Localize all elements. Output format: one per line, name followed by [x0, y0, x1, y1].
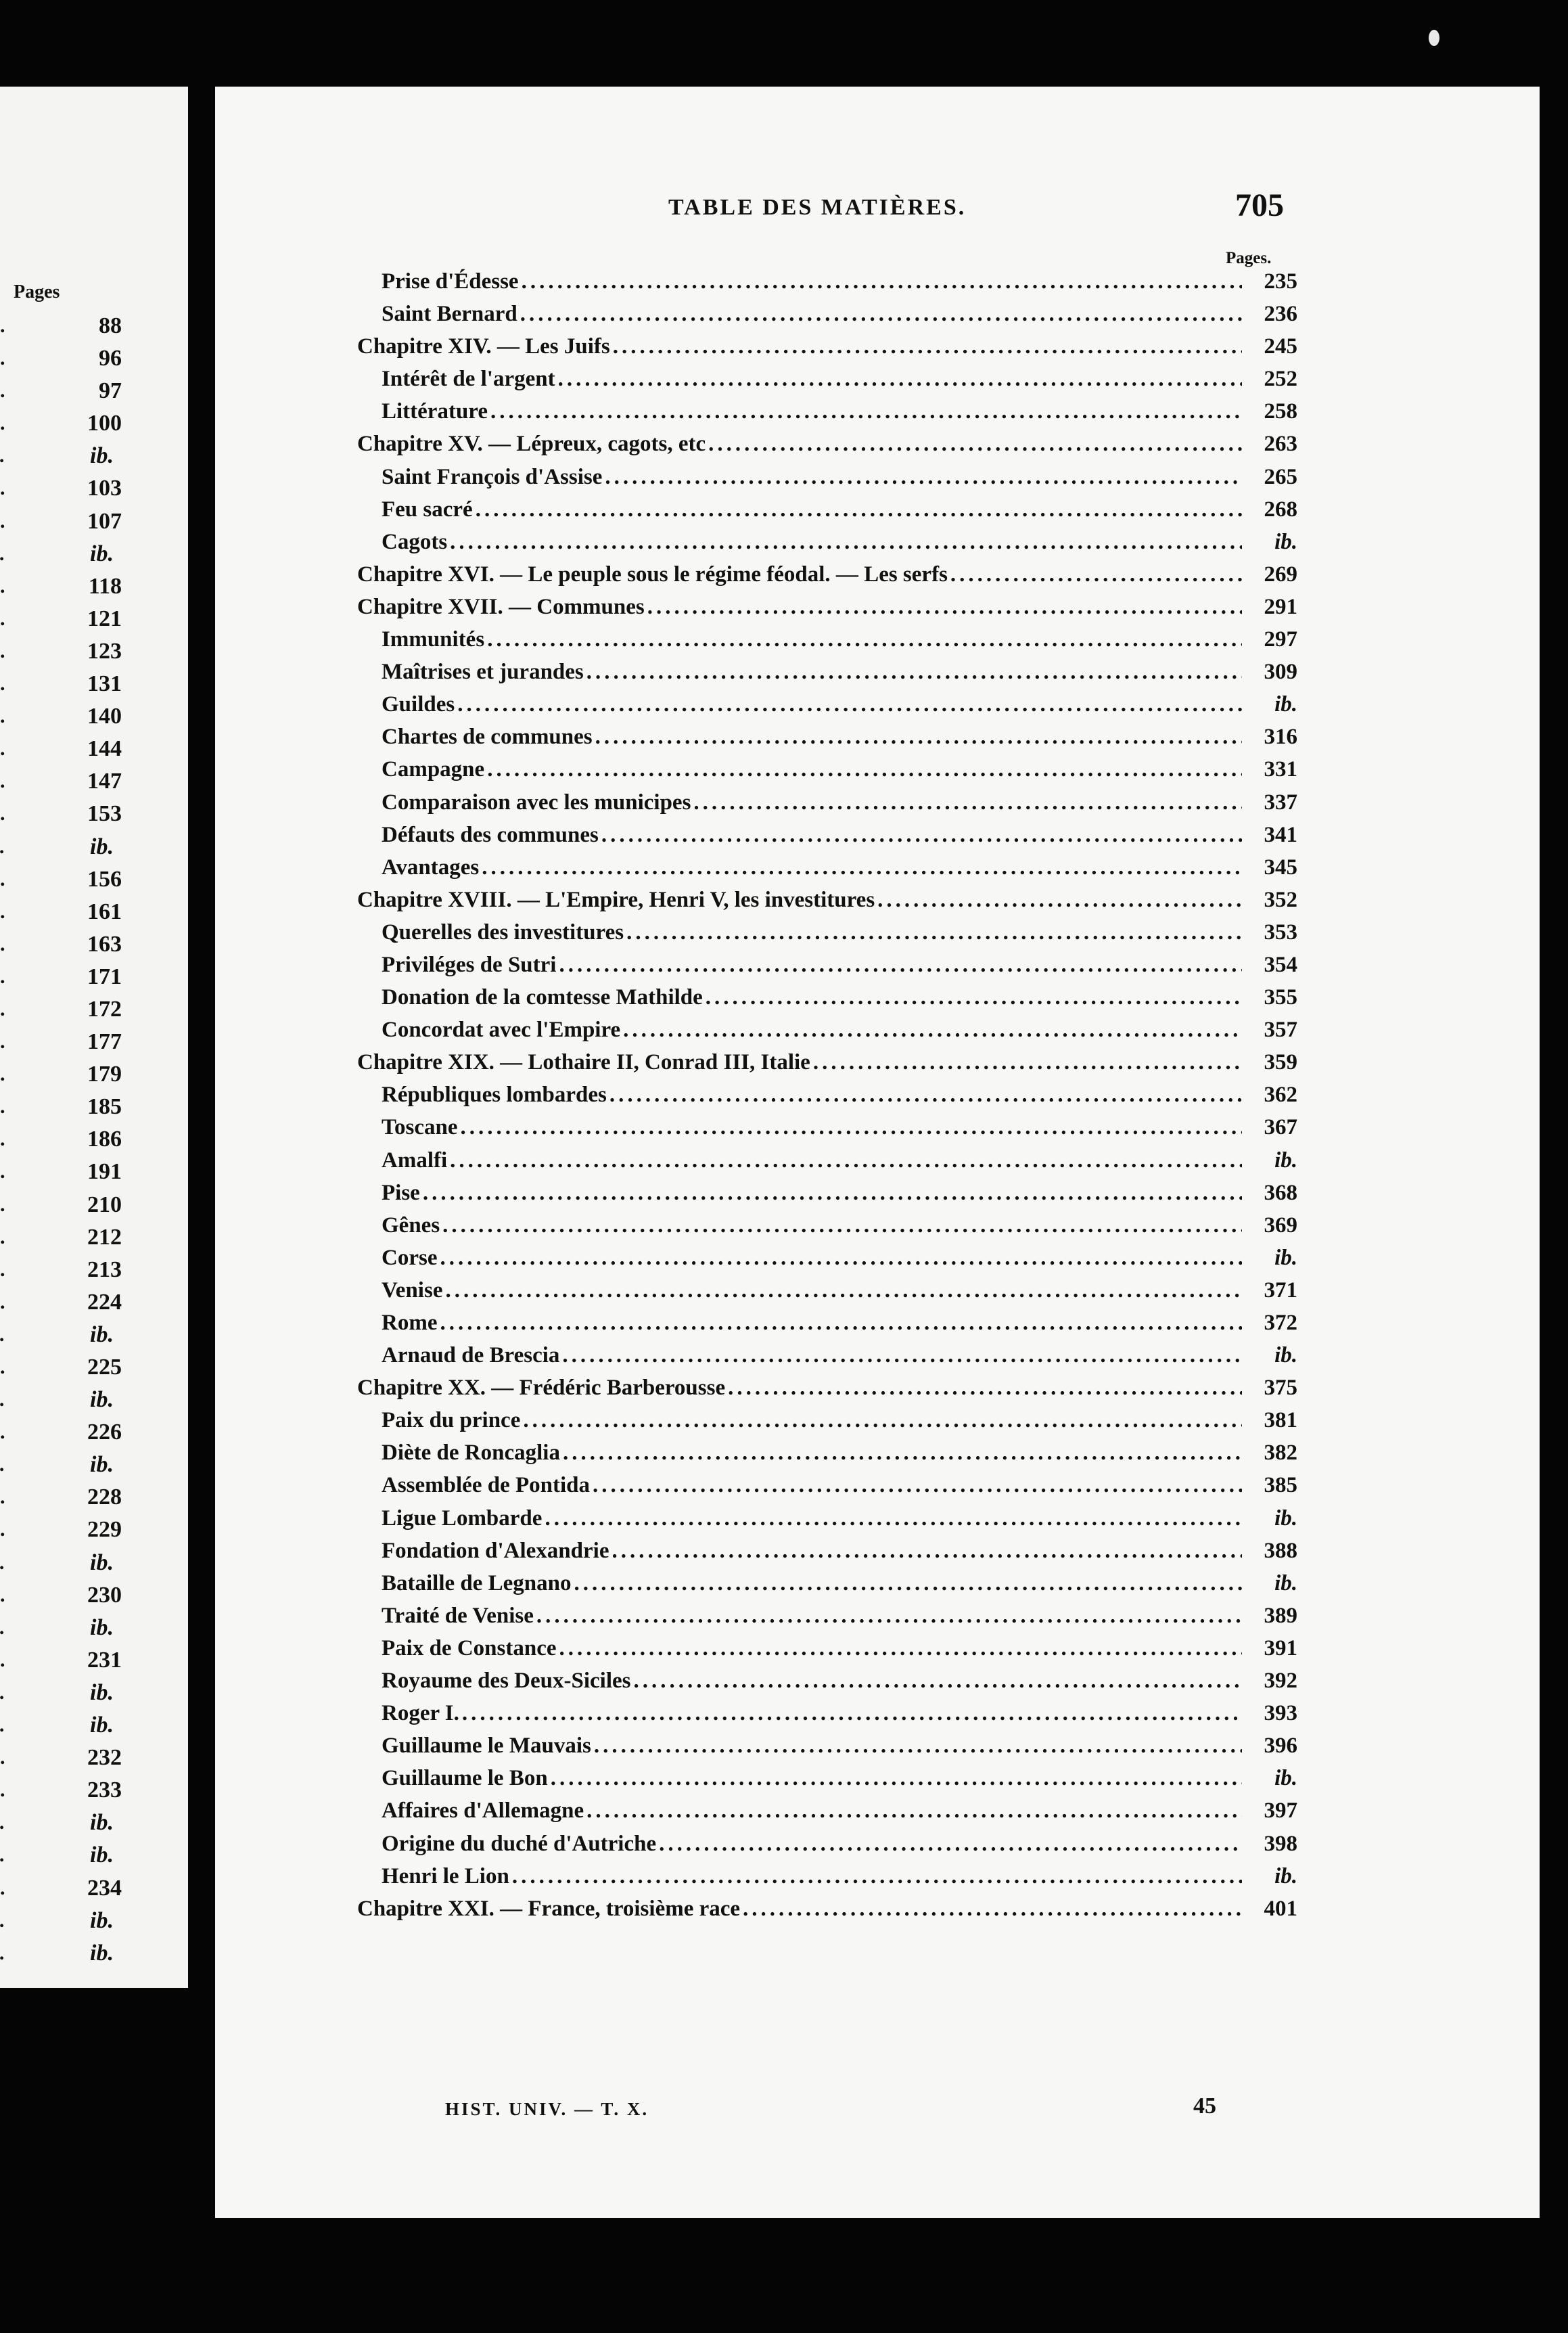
left-page-number: . 234: [0, 1872, 122, 1905]
toc-entry-page: ib.: [1274, 529, 1297, 554]
toc-entry-title: Saint François d'Assise: [382, 464, 603, 489]
toc-entry: [357, 916, 1297, 949]
left-page-number: . 213: [0, 1254, 122, 1286]
toc-entry-page: 375: [1264, 1376, 1297, 1401]
dot-leader: [457, 688, 1242, 721]
dot-leader: [647, 591, 1242, 623]
left-page-number: . 161: [0, 896, 122, 928]
dot-leader: [594, 1729, 1242, 1762]
toc-entry: [357, 1144, 1297, 1177]
left-page-number: . 231: [0, 1644, 122, 1677]
toc-entry-title: Chapitre XIV. — Les Juifs: [357, 334, 610, 359]
footer-sheet-number: 45: [1193, 2093, 1216, 2119]
left-page-number: . 107: [0, 505, 122, 538]
toc-entry-page: ib.: [1274, 692, 1297, 717]
dot-leader: [586, 1794, 1242, 1827]
toc-chapter-entry: [357, 1893, 1297, 1925]
toc-entry-page: 291: [1264, 594, 1297, 619]
left-page-number: . ib.: [0, 831, 122, 863]
left-page-number: . ib.: [0, 1709, 122, 1742]
toc-entry-page: ib.: [1274, 1863, 1297, 1888]
left-page-number: . 224: [0, 1286, 122, 1319]
toc-entry-title: Maîtrises et jurandes: [382, 660, 584, 685]
toc-entry-title: Diète de Roncaglia: [382, 1441, 560, 1466]
toc-entry-page: 354: [1264, 952, 1297, 977]
toc-entry-title: Chapitre XVIII. — L'Empire, Henri V, les investitures: [357, 887, 875, 912]
toc-entry-title: Pise: [382, 1180, 420, 1205]
pages-column-label: Pages.: [1226, 249, 1272, 267]
left-page-number: . ib.: [0, 1677, 122, 1709]
toc-entry-title: Intérêt de l'argent: [382, 367, 555, 392]
toc-entry-title: Henri le Lion: [382, 1863, 509, 1888]
left-page-number: . ib.: [0, 538, 122, 570]
toc-entry-page: 337: [1264, 790, 1297, 815]
left-page-number: . 186: [0, 1123, 122, 1156]
toc-entry-title: Amalfi: [382, 1148, 448, 1173]
dot-leader: [659, 1828, 1242, 1860]
toc-entry: [357, 851, 1297, 884]
toc-entry: [357, 1339, 1297, 1372]
left-page-number: . 88: [0, 310, 122, 342]
toc-chapter-entry: [357, 591, 1297, 623]
toc-entry: [357, 949, 1297, 981]
dot-leader: [440, 1307, 1242, 1339]
toc-entry: [357, 1014, 1297, 1046]
dot-leader: [490, 395, 1242, 428]
dot-leader: [520, 298, 1242, 330]
left-page-number: . 233: [0, 1774, 122, 1807]
toc-entry-page: 391: [1264, 1635, 1297, 1660]
scan-mark: [1429, 30, 1439, 46]
dot-leader: [482, 851, 1242, 884]
dot-leader: [609, 1079, 1242, 1111]
toc-entry-page: 265: [1264, 464, 1297, 489]
toc-entry-page: 258: [1264, 399, 1297, 424]
left-pages-label: Pages: [14, 281, 60, 302]
toc-entry-title: Guillaume le Mauvais: [382, 1734, 591, 1759]
toc-entry-title: Querelles des investitures: [382, 920, 624, 945]
toc-chapter-entry: [357, 558, 1297, 591]
dot-leader: [559, 1632, 1243, 1664]
dot-leader: [728, 1372, 1242, 1404]
main-page: [215, 87, 1540, 2218]
toc-entry: [357, 1111, 1297, 1143]
left-page-number: . ib.: [0, 1547, 122, 1579]
left-page-number: . ib.: [0, 1449, 122, 1481]
toc-entry-page: 382: [1264, 1441, 1297, 1466]
left-page-number: . 179: [0, 1058, 122, 1091]
dot-leader: [440, 1242, 1242, 1274]
left-page-number: . ib.: [0, 1905, 122, 1937]
left-page-number: . ib.: [0, 1384, 122, 1416]
toc-entry-title: Corse: [382, 1245, 438, 1270]
toc-entry-page: ib.: [1274, 1148, 1297, 1173]
left-page-number: . 225: [0, 1351, 122, 1384]
dot-leader: [545, 1502, 1242, 1535]
toc-entry-page: 245: [1264, 334, 1297, 359]
dot-leader: [633, 1664, 1242, 1697]
toc-entry: [357, 1404, 1297, 1436]
dot-leader: [877, 884, 1242, 916]
dot-leader: [950, 558, 1242, 591]
toc-entry-title: Gênes: [382, 1213, 440, 1238]
left-page-number: . 177: [0, 1026, 122, 1058]
toc-entry-title: Roger I.: [382, 1701, 459, 1726]
toc-entry-title: Bataille de Legnano: [382, 1570, 572, 1595]
toc-entry-page: 367: [1264, 1115, 1297, 1140]
left-page-number: . 123: [0, 635, 122, 668]
left-page-number: . 163: [0, 928, 122, 961]
toc-entry: [357, 1242, 1297, 1274]
toc-entry-title: Fondation d'Alexandrie: [382, 1538, 609, 1563]
dot-leader: [743, 1893, 1242, 1925]
toc-entry: [357, 1469, 1297, 1501]
toc-entry: [357, 688, 1297, 721]
dot-leader: [512, 1860, 1242, 1893]
toc-entry-page: 392: [1264, 1669, 1297, 1694]
dot-leader: [522, 265, 1242, 298]
toc-entry: [357, 461, 1297, 493]
toc-entry-page: 341: [1264, 822, 1297, 847]
toc-entry-title: Venise: [382, 1277, 443, 1303]
toc-entry-title: Chapitre XX. — Frédéric Barberousse: [357, 1376, 726, 1401]
left-page-number: . 171: [0, 961, 122, 993]
toc-entry-page: 385: [1264, 1473, 1297, 1498]
toc-entry-title: Chapitre XXI. — France, troisième race: [357, 1896, 741, 1921]
toc-entry-title: Affaires d'Allemagne: [382, 1798, 584, 1824]
toc-chapter-entry: [357, 884, 1297, 916]
toc-entry-title: Cagots: [382, 529, 448, 554]
toc-entry-title: Ligue Lombarde: [382, 1505, 543, 1531]
left-page-number: . 230: [0, 1579, 122, 1612]
dot-leader: [551, 1762, 1242, 1794]
toc-entry-title: Arnaud de Brescia: [382, 1343, 560, 1368]
toc-entry: [357, 1274, 1297, 1307]
toc-entry-title: Comparaison avec les municipes: [382, 790, 691, 815]
toc-entry-title: Prise d'Édesse: [382, 269, 519, 294]
left-page-number: . 156: [0, 863, 122, 896]
toc-entry: [357, 265, 1297, 298]
toc-entry: [357, 721, 1297, 753]
page-number: 705: [1235, 187, 1284, 223]
dot-leader: [450, 526, 1242, 558]
toc-entry: [357, 1436, 1297, 1469]
toc-entry: [357, 623, 1297, 656]
toc-entry: [357, 1729, 1297, 1762]
toc-entry-page: ib.: [1274, 1766, 1297, 1791]
toc-entry: [357, 1567, 1297, 1600]
toc-entry-title: Campagne: [382, 757, 485, 782]
dot-leader: [476, 493, 1242, 526]
dot-leader: [460, 1111, 1242, 1143]
toc-entry-title: Chapitre XVI. — Le peuple sous le régime féodal. — Les serfs: [357, 562, 948, 587]
left-page-number: . 140: [0, 700, 122, 733]
toc-entry-page: 331: [1264, 757, 1297, 782]
left-page-number: . 131: [0, 668, 122, 700]
left-page-number: . 103: [0, 472, 122, 505]
toc-entry-page: 393: [1264, 1701, 1297, 1726]
dot-leader: [442, 1209, 1242, 1242]
toc-entry: [357, 819, 1297, 851]
left-page-number: . 228: [0, 1481, 122, 1514]
toc-entry-title: Chapitre XVII. — Communes: [357, 594, 645, 619]
toc-entry-page: 371: [1264, 1277, 1297, 1303]
dot-leader: [563, 1436, 1242, 1469]
left-page-number: . 121: [0, 603, 122, 635]
left-page-number: . 100: [0, 407, 122, 440]
toc-entry: [357, 656, 1297, 688]
toc-entry-page: 353: [1264, 920, 1297, 945]
dot-leader: [487, 753, 1242, 786]
left-page-number: . 96: [0, 342, 122, 375]
dot-leader: [423, 1177, 1242, 1209]
toc-entry: [357, 786, 1297, 819]
dot-leader: [623, 1014, 1242, 1046]
left-page-number: . ib.: [0, 1807, 122, 1839]
toc-entry: [357, 1209, 1297, 1242]
footer-signature: HIST. UNIV. — T. X.: [445, 2099, 649, 2119]
left-page-number: . 172: [0, 993, 122, 1026]
toc-entry-title: Feu sacré: [382, 497, 473, 522]
toc-chapter-entry: [357, 428, 1297, 460]
left-page-number: . 210: [0, 1189, 122, 1221]
toc-entry-page: 252: [1264, 367, 1297, 392]
toc-entry: [357, 363, 1297, 395]
left-page-number: . 153: [0, 798, 122, 830]
toc-entry-page: 381: [1264, 1408, 1297, 1433]
toc-entry-page: 359: [1264, 1050, 1297, 1075]
toc-entry: [357, 493, 1297, 526]
dot-leader: [586, 656, 1242, 688]
dot-leader: [559, 949, 1242, 981]
toc-entry: [357, 1502, 1297, 1535]
toc-entry-page: ib.: [1274, 1245, 1297, 1270]
left-page-number: . 144: [0, 733, 122, 765]
toc-entry: [357, 1794, 1297, 1827]
dot-leader: [601, 819, 1242, 851]
toc-entry: [357, 1664, 1297, 1697]
toc-entry-title: Républiques lombardes: [382, 1083, 607, 1108]
dot-leader: [708, 428, 1242, 460]
dot-leader: [813, 1046, 1242, 1079]
toc-entry-page: 372: [1264, 1311, 1297, 1335]
toc-entry: [357, 526, 1297, 558]
toc-entry-page: 345: [1264, 855, 1297, 880]
toc-entry-title: Paix de Constance: [382, 1635, 557, 1660]
toc-entry: [357, 1860, 1297, 1893]
dot-leader: [593, 1469, 1242, 1501]
toc-entry-title: Toscane: [382, 1115, 458, 1140]
toc-entry: [357, 981, 1297, 1014]
toc-entry: [357, 395, 1297, 428]
toc-entry-page: 401: [1264, 1896, 1297, 1921]
toc-entry-page: 355: [1264, 985, 1297, 1010]
dot-leader: [562, 1339, 1242, 1372]
left-page-number: . ib.: [0, 440, 122, 472]
dot-leader: [613, 330, 1242, 363]
toc-entry: [357, 1535, 1297, 1567]
left-page-number: . ib.: [0, 1839, 122, 1872]
toc-entry-page: 263: [1264, 432, 1297, 457]
dot-leader: [612, 1535, 1242, 1567]
dot-leader: [450, 1144, 1242, 1177]
toc-entry-title: Guildes: [382, 692, 455, 717]
toc-entry-page: 357: [1264, 1018, 1297, 1043]
left-page-number: . 147: [0, 765, 122, 798]
dot-leader: [706, 981, 1242, 1014]
toc-entry-title: Traité de Venise: [382, 1603, 534, 1628]
toc-entry: [357, 1600, 1297, 1632]
left-page-number: . 212: [0, 1221, 122, 1254]
toc-entry-title: Origine du duché d'Autriche: [382, 1831, 657, 1856]
toc-entry-title: Chapitre XIX. — Lothaire II, Conrad III, Italie: [357, 1050, 810, 1075]
left-page-number: . 229: [0, 1514, 122, 1546]
left-page-number: . 185: [0, 1091, 122, 1123]
dot-leader: [626, 916, 1242, 949]
toc-entry-title: Donation de la comtesse Mathilde: [382, 985, 703, 1010]
toc-entry-page: ib.: [1274, 1570, 1297, 1595]
toc-entry-title: Paix du prince: [382, 1408, 521, 1433]
toc-entry-title: Chapitre XV. — Lépreux, cagots, etc: [357, 432, 706, 457]
toc-entry-page: 236: [1264, 302, 1297, 327]
toc-chapter-entry: [357, 1372, 1297, 1404]
left-page: [0, 87, 188, 1988]
toc-entry-page: 316: [1264, 725, 1297, 750]
toc-entry-page: 269: [1264, 562, 1297, 587]
toc-entry: [357, 1177, 1297, 1209]
toc-chapter-entry: [357, 1046, 1297, 1079]
toc-entry-title: Priviléges de Sutri: [382, 952, 557, 977]
toc-entry-title: Littérature: [382, 399, 488, 424]
toc-entry-page: 396: [1264, 1734, 1297, 1759]
left-page-number: . ib.: [0, 1612, 122, 1644]
toc-entry-page: 235: [1264, 269, 1297, 294]
dot-leader: [523, 1404, 1242, 1436]
toc-entry: [357, 753, 1297, 786]
toc-entry-title: Rome: [382, 1311, 438, 1335]
toc-entry-page: 397: [1264, 1798, 1297, 1824]
left-page-number: . ib.: [0, 1937, 122, 1970]
toc-entry-title: Avantages: [382, 855, 480, 880]
left-page-number: . 232: [0, 1742, 122, 1774]
toc-entry-title: Royaume des Deux-Siciles: [382, 1669, 631, 1694]
toc-entry-page: 369: [1264, 1213, 1297, 1238]
running-title: TABLE DES MATIÈRES.: [668, 195, 967, 220]
toc-entry-page: 309: [1264, 660, 1297, 685]
dot-leader: [462, 1697, 1242, 1729]
toc-entry-page: 297: [1264, 627, 1297, 652]
toc-entry: [357, 1762, 1297, 1794]
toc-entry-page: 388: [1264, 1538, 1297, 1563]
toc-entry-page: ib.: [1274, 1343, 1297, 1368]
toc-entry: [357, 1697, 1297, 1729]
dot-leader: [693, 786, 1242, 819]
toc-entry-page: 268: [1264, 497, 1297, 522]
left-page-number: . ib.: [0, 1319, 122, 1351]
dot-leader: [487, 623, 1242, 656]
toc-chapter-entry: [357, 330, 1297, 363]
dot-leader: [605, 461, 1242, 493]
toc-entry-page: 389: [1264, 1603, 1297, 1628]
toc-entry-title: Guillaume le Bon: [382, 1766, 548, 1791]
toc-entry: [357, 298, 1297, 330]
left-page-number: . 118: [0, 570, 122, 603]
left-page-number: . 226: [0, 1416, 122, 1449]
toc-entry-page: ib.: [1274, 1505, 1297, 1531]
toc-entry: [357, 1307, 1297, 1339]
toc-entry-title: Chartes de communes: [382, 725, 593, 750]
toc-entry-page: 368: [1264, 1180, 1297, 1205]
toc-entry: [357, 1079, 1297, 1111]
toc-entry-title: Assemblée de Pontida: [382, 1473, 590, 1498]
toc-entry: [357, 1632, 1297, 1664]
dot-leader: [595, 721, 1242, 753]
toc-entry-title: Concordat avec l'Empire: [382, 1018, 621, 1043]
toc-entry: [357, 1828, 1297, 1860]
toc-entry-title: Immunités: [382, 627, 485, 652]
left-page-number: . 191: [0, 1156, 122, 1188]
left-page-number: . 97: [0, 375, 122, 407]
dot-leader: [445, 1274, 1242, 1307]
dot-leader: [558, 363, 1242, 395]
table-of-contents: [357, 265, 1297, 1925]
left-page-number-list: [0, 310, 122, 1970]
toc-entry-title: Saint Bernard: [382, 302, 517, 327]
toc-entry-page: 362: [1264, 1083, 1297, 1108]
toc-entry-title: Défauts des communes: [382, 822, 599, 847]
toc-entry-page: 398: [1264, 1831, 1297, 1856]
dot-leader: [536, 1600, 1242, 1632]
dot-leader: [574, 1567, 1242, 1600]
toc-entry-page: 352: [1264, 887, 1297, 912]
